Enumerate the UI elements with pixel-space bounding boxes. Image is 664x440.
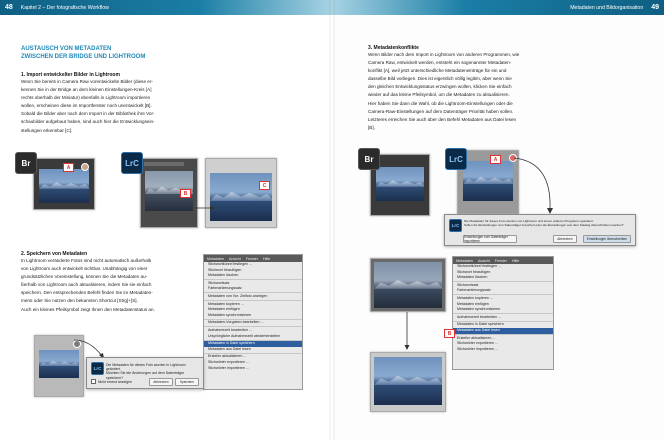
menu-item[interactable]: Stichwörter exportieren ...	[208, 359, 249, 364]
menu-item[interactable]: Metadaten von Vor. Zielfoto anzeigen	[208, 293, 268, 298]
lightroom-library-screenshot	[205, 158, 277, 228]
callout-b-right: B	[444, 329, 455, 338]
menu-item[interactable]: Metadaten-Vorgaben bearbeiten ...	[208, 320, 264, 325]
overwrite-settings-button[interactable]: Einstellungen überschreiben	[583, 235, 631, 243]
dialog-message-2: Möchten Sie die Änderungen auf dem Datenträger speichern?	[106, 371, 185, 380]
menu-item[interactable]: Metadaten einfügen	[208, 307, 240, 312]
menu-bar-window-right[interactable]: Fenster	[494, 258, 507, 263]
menu-item[interactable]: Farbmarkierungssatz	[457, 288, 491, 293]
menu-item[interactable]: Metadaten kopieren ...	[457, 295, 493, 300]
menu-item[interactable]: Stichwort hinzufügen	[457, 269, 491, 274]
bridge-logo: Br	[15, 152, 37, 174]
menu-item[interactable]: Stichwörter importieren ...	[457, 346, 498, 351]
metadata-menu	[203, 254, 303, 390]
menu-bar-metadata-right[interactable]: Metadaten	[456, 258, 473, 263]
cancel-button[interactable]: Abbrechen	[149, 378, 173, 386]
menu-item[interactable]: Ursprüngliche Aufnahmezeit wiederherstellen	[208, 333, 281, 338]
bridge-logo-right: Br	[358, 148, 380, 170]
menu-bar-view-right[interactable]: Ansicht	[477, 258, 490, 263]
cancel-button-right[interactable]: Abbrechen	[553, 235, 577, 243]
arrow-down-icon	[403, 312, 411, 350]
menu-item[interactable]: Metadaten löschen	[457, 275, 488, 280]
step3-heading: 3. Metadatenkonflikte	[368, 45, 419, 51]
menu-item[interactable]: Metadaten synchronisieren	[208, 312, 252, 317]
lightroom-dialog-icon-right: LrC	[449, 219, 462, 232]
menu-item[interactable]: Stichwortkürzel festlegen ...	[208, 262, 252, 266]
metadata-conflict-dialog	[444, 214, 636, 246]
menu-item[interactable]: Aufnahmezeit bearbeiten ...	[208, 327, 252, 332]
menu-item[interactable]: Stichwort hinzufügen	[208, 267, 242, 272]
conflict-message-1: Die Metadaten für dieses Foto wurden von Lightroom und einem anderen Programm geändert.	[464, 219, 594, 223]
right-page	[332, 0, 664, 440]
lightroom-photo-right	[463, 161, 513, 201]
menu-item[interactable]: Stichwortkürzel festlegen ...	[457, 264, 501, 268]
menu-item[interactable]: Stichwortsatz	[457, 282, 479, 287]
page-gutter	[329, 0, 335, 440]
menu-item[interactable]: Metadaten einfügen	[457, 301, 489, 306]
menu-bar-window[interactable]: Fenster	[245, 256, 258, 261]
step2-heading: 2. Speichern von Metadaten	[21, 251, 88, 257]
menu-bar-help[interactable]: Hilfe	[262, 256, 271, 261]
dont-show-checkbox[interactable]	[91, 379, 96, 384]
settings-circle-icon	[81, 163, 89, 171]
curved-arrow-icon-right	[512, 156, 556, 214]
step1-heading: 1. Import entwickelter Bilder in Lightroom	[21, 72, 120, 78]
menu-item[interactable]: Stichwörter exportieren ...	[457, 341, 498, 346]
step1-body: Wenn Sie bereits in Camera Raw vorentwickelte Bilder (diese er- kennen Sie in der Bridge an dem kleinen Einstellungen-Kreis [A] rechts oberhalb der Miniatur) ebenfalls in Lightroom importieren wollen, erscheinen diese im Importfenster noch unentwickelt [B]. Sobald die Bilder aber nach dem Import in der Bibliothek ihre Vor- schaubilder aufgebaut haben, sind auch hier die Entwicklungsein- stellungen erkennbar [C].	[21, 79, 155, 133]
menu-item[interactable]: Metadaten aus Datei lesen	[208, 346, 251, 351]
menu-bar-help-right[interactable]: Hilfe	[511, 258, 520, 263]
menu-item-read-metadata[interactable]: Metadaten aus Datei lesen	[453, 328, 553, 334]
menu-bar-view[interactable]: Ansicht	[228, 256, 241, 261]
right-page-number: 49	[651, 4, 659, 11]
save-button[interactable]: Speichern	[175, 378, 199, 386]
arrow-right-icon	[194, 204, 214, 212]
metadata-menu-right	[452, 256, 554, 370]
updated-photo-screenshot	[370, 352, 446, 412]
conflict-photo-screenshot	[370, 258, 446, 312]
callout-c: C	[259, 181, 270, 190]
lightroom-logo-right: LrC	[445, 148, 467, 170]
section-title: AUSTAUSCH VON METADATEN ZWISCHEN DER BRIDGE UND LIGHTROOM	[21, 46, 146, 60]
right-page-header	[332, 0, 664, 15]
callout-a-right: A	[490, 155, 501, 164]
left-header-text: Kapitel 2 – Der fotografische Workflow	[20, 4, 109, 11]
updated-photo	[374, 357, 442, 405]
left-page-number: 48	[5, 4, 13, 11]
lightroom-logo: LrC	[121, 152, 143, 174]
menu-item[interactable]: Stichwortsatz	[208, 280, 230, 285]
menu-item[interactable]: Stichwörter importieren ...	[208, 365, 249, 370]
step3-body: Wenn Bilder nach dem Import in Lightroom von anderen Programmen, wie Camera Raw, entwickelt werden, entsteht ein sogenannter Metadaten- konflikt [A], weil jetzt unterschiedliche Metadateneinträge für ein und dasselbe Bild vorliegen. Dies ist eigentlich völlig legitim, aber wenn Sie den gleichen Entwicklungsstatus erzwingen wollen, klicken Sie einfach wieder auf das kleine Pfeilsymbol, um die Metadaten zu aktualisieren. Hier haben Sie dann die Wahl, ob die Lightroom-Einstellungen oder die Camera-Raw-Einstellungen auf dem Datenträger Priorität haben sollen. Letzteres erreichen Sie auch über den Befehl Metadaten aus Datei lesen [B].	[368, 52, 520, 130]
menu-bar-right	[453, 257, 553, 264]
right-header-text: Metadaten und Bildorganisation	[570, 4, 644, 11]
menu-item[interactable]: Ersteller aktualisieren ...	[457, 335, 496, 340]
bridge-thumbnail-photo	[39, 169, 89, 203]
menu-item[interactable]: Ersteller aktualisieren ...	[208, 354, 247, 359]
conflict-photo	[374, 262, 442, 308]
menu-item-save-metadata[interactable]: Metadaten in Datei speichern	[204, 341, 302, 347]
step2-body: In Lightroom veränderte Fotos sind nicht automatisch außerhalb von Lightroom auch entwickelt sichtbar. Unabhängig von einer grundsätzlichen Voreinstellung, können Sie die Metadaten au- ßerhalb von Lightroom auch aktualisieren, indem Sie sie einfach speichern. Den entsprechenden Befehl finden Sie im Metadaten- menü oder Sie nutzen den bekannten Shortcut [Strg]+[S]. Auch ein kleines Pfeilsymbol zeigt Ihnen den Metadatenstatus an.	[21, 258, 155, 312]
menu-item[interactable]: Aufnahmezeit bearbeiten ...	[457, 314, 501, 319]
bridge-photo-right	[376, 167, 424, 201]
menu-item[interactable]: Metadaten kopieren ...	[208, 301, 244, 306]
menu-item[interactable]: Metadaten löschen	[208, 273, 239, 278]
save-metadata-dialog	[86, 357, 204, 389]
lightroom-dialog-icon: LrC	[91, 362, 104, 375]
import-from-disk-button[interactable]: Einstellungen vom Datenträger importieren	[463, 235, 517, 243]
menu-item[interactable]: Farbmarkierungssatz	[208, 286, 242, 291]
left-page-header	[0, 0, 332, 15]
dont-show-label: Nicht erneut anzeigen	[98, 379, 133, 384]
menu-item[interactable]: Metadaten in Datei speichern	[457, 322, 504, 327]
menu-item[interactable]: Metadaten synchronisieren	[457, 307, 501, 312]
conflict-message-2: Sollen die Einstellungen vom Datenträger importiert oder die Einstellungen aus dem Katalog überschrieben werden?	[464, 223, 624, 227]
menu-bar	[204, 255, 302, 262]
callout-b: B	[180, 189, 191, 198]
callout-a: A	[63, 163, 74, 172]
menu-bar-metadata[interactable]: Metadaten	[207, 256, 224, 261]
dialog-message-1: Die Metadaten für dieses Foto wurden in Lightroom geändert.	[106, 363, 186, 372]
